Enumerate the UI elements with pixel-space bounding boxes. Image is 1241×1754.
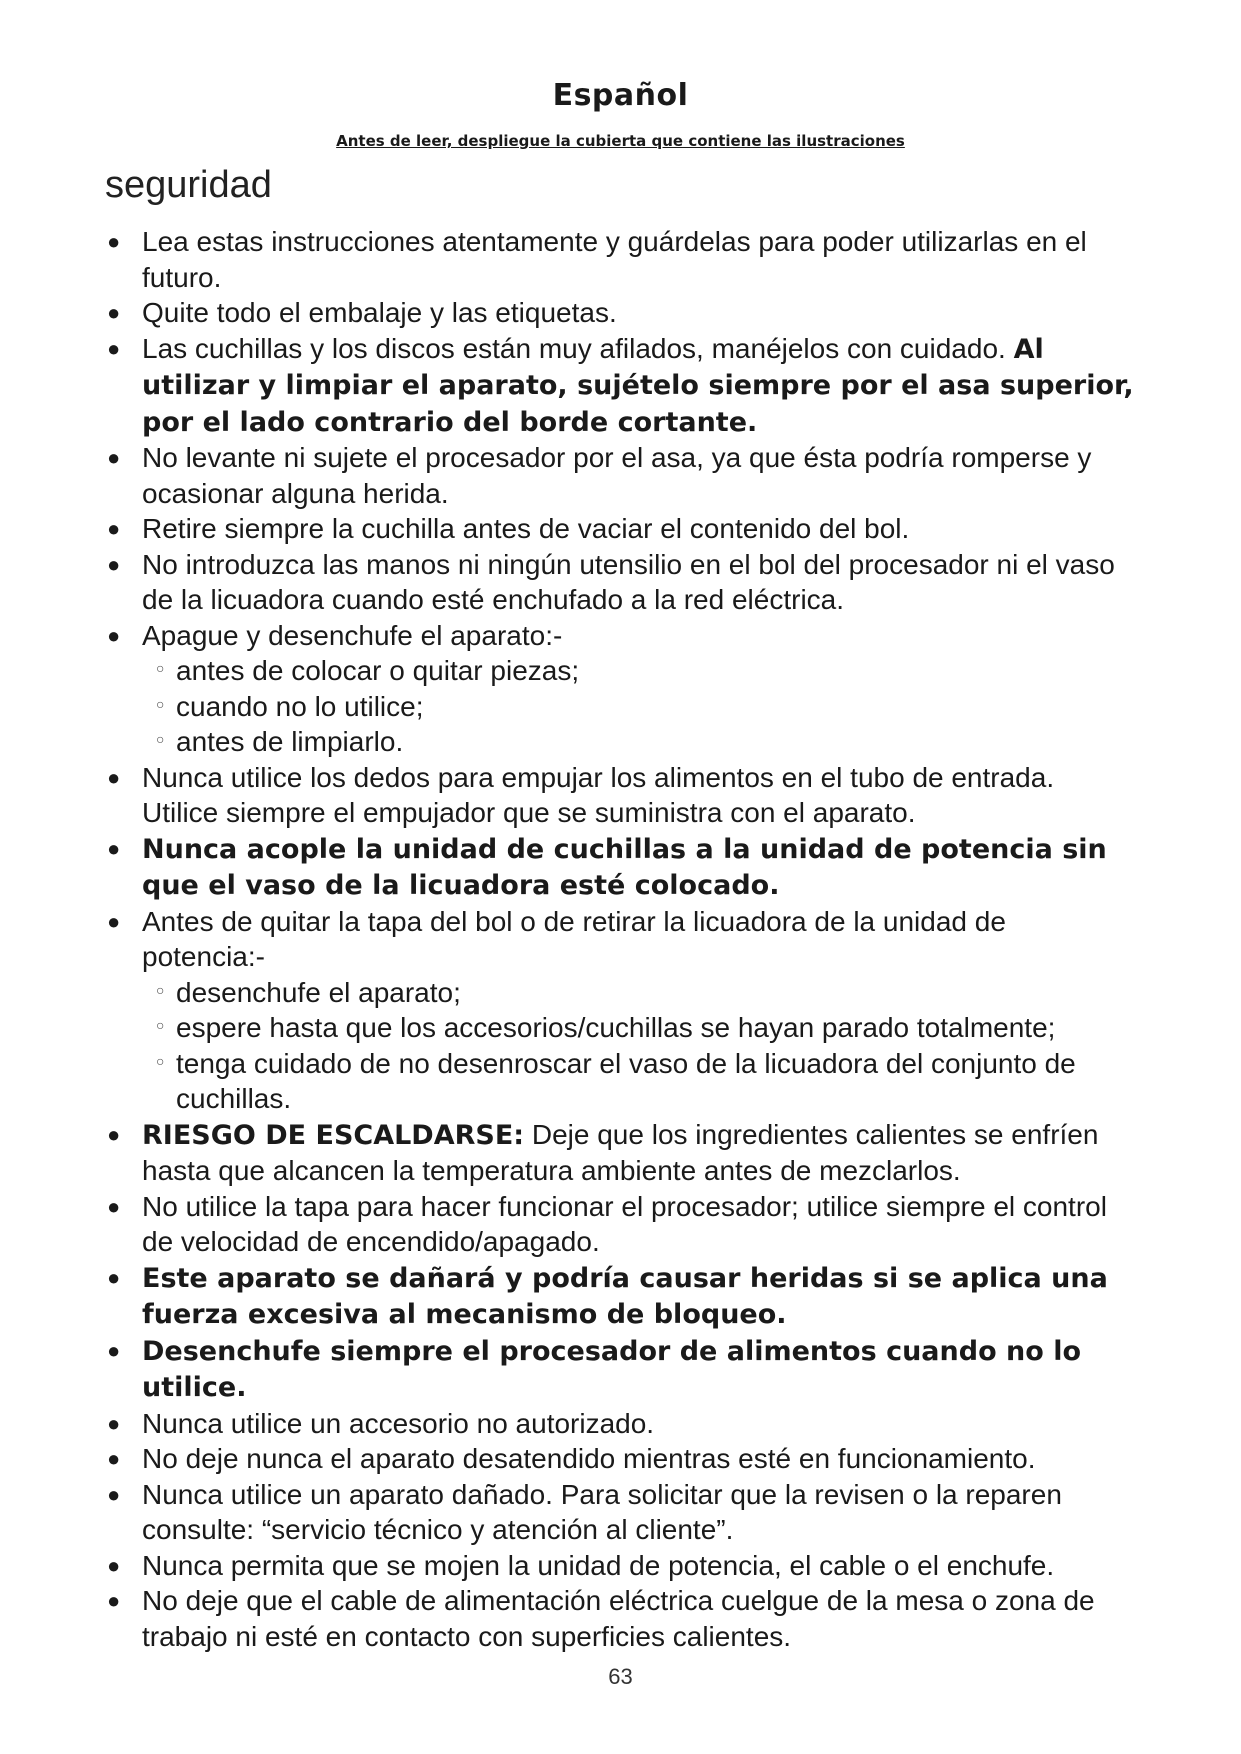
- list-item: [105, 331, 1135, 441]
- sub-list-item: [105, 1046, 1135, 1117]
- bullet-icon: ●: [107, 1264, 121, 1290]
- item-text: No deje nunca el aparato desatendido mientras esté en funcionamiento.: [142, 1443, 1036, 1474]
- bullet-icon: ●: [107, 1481, 121, 1507]
- ring-bullet-icon: ○: [156, 981, 165, 998]
- item-text: Nunca utilice un accesorio no autorizado.: [142, 1407, 655, 1439]
- page-number: 63: [608, 1664, 633, 1689]
- item-text: No introduzca las manos ni ningún utensilio en el bol del procesador ni el vaso de la licuadora cuando esté enchufado a la red eléctrica.: [142, 548, 1115, 615]
- list-item: [105, 440, 1135, 511]
- sub-item-text: antes de colocar o quitar piezas;: [176, 655, 580, 686]
- list-item: [105, 904, 1135, 975]
- bullet-icon: ●: [107, 835, 121, 861]
- sub-list-item: [105, 1010, 1135, 1046]
- sub-item-text: espere hasta que los accesorios/cuchillas se hayan parado totalmente;: [176, 1012, 1056, 1043]
- fold-out-notice-text: Antes de leer, despliegue la cubierta que contiene las ilustraciones: [336, 132, 905, 150]
- safety-list: [105, 224, 1135, 1654]
- bullet-icon: ●: [107, 908, 121, 934]
- ring-bullet-icon: ○: [156, 1052, 165, 1069]
- bullet-icon: ●: [107, 1193, 121, 1219]
- bullet-icon: ●: [107, 335, 121, 361]
- ring-bullet-icon: ○: [156, 660, 165, 676]
- bullet-icon: ●: [107, 1121, 121, 1147]
- sub-list-item: [105, 653, 1135, 689]
- bullet-icon: ●: [107, 516, 121, 541]
- sub-item-text: cuando no lo utilice;: [176, 690, 424, 722]
- list-item: [105, 618, 1135, 654]
- item-text: Nunca utilice los dedos para empujar los alimentos en el tubo de entrada. Utilice siempre el empujador que se suministra con el aparato.: [142, 761, 1055, 828]
- sub-item-text: tenga cuidado de no desenroscar el vaso de la licuadora del conjunto de cuchillas.: [176, 1047, 1076, 1114]
- item-text: Apague y desenchufe el aparato:-: [142, 619, 563, 651]
- item-text: No utilice la tapa para hacer funcionar el procesador; utilice siempre el control de velocidad de encendido/apagado.: [142, 1190, 1107, 1257]
- list-item: [105, 511, 1135, 547]
- bullet-icon: ●: [107, 300, 121, 325]
- sub-item-text: desenchufe el aparato;: [176, 976, 461, 1008]
- bullet-icon: ●: [107, 229, 121, 254]
- bullet-icon: ●: [107, 445, 121, 470]
- list-item: [105, 1260, 1135, 1333]
- bullet-icon: ●: [107, 1446, 121, 1471]
- list-item: [105, 1333, 1135, 1406]
- sub-list-item: [105, 975, 1135, 1011]
- list-item: [105, 1189, 1135, 1260]
- list-item: [105, 831, 1135, 904]
- bullet-icon: ●: [107, 1588, 121, 1613]
- sub-item-content: [156, 724, 1135, 760]
- sub-item-content: [156, 689, 1135, 725]
- warning-lead: RIESGO DE ESCALDARSE:: [142, 1119, 525, 1151]
- item-bold-text: Nunca acople la unidad de cuchillas a la unidad de potencia sin que el vaso de la licuadora esté colocado.: [142, 833, 1107, 901]
- item-text: No levante ni sujete el procesador por el asa, ya que ésta podría romperse y ocasionar alguna herida.: [142, 442, 1092, 509]
- item-text: Las cuchillas y los discos están muy afilados, manéjelos con cuidado.: [142, 332, 1014, 364]
- bullet-icon: ●: [107, 1410, 121, 1436]
- list-item: [105, 1406, 1135, 1442]
- bullet-icon: ●: [107, 622, 121, 648]
- item-text: Nunca permita que se mojen la unidad de potencia, el cable o el enchufe.: [142, 1549, 1055, 1581]
- section-title: seguridad: [105, 164, 272, 206]
- item-bold-text: Este aparato se dañará y podría causar heridas si se aplica una fuerza excesiva al mecanismo de bloqueo.: [142, 1262, 1108, 1330]
- sub-item-content: [156, 1010, 1135, 1046]
- list-item: [105, 224, 1135, 295]
- language-heading: Español: [552, 78, 689, 113]
- item-text: Antes de quitar la tapa del bol o de retirar la licuadora de la unidad de potencia:-: [142, 905, 1006, 972]
- list-item: [105, 1441, 1135, 1477]
- item-bold-text: Al utilizar y limpiar el aparato, sujételo siempre por el asa superior, por el lado contrario del borde cortante.: [142, 333, 1134, 438]
- list-item: [105, 295, 1135, 331]
- bullet-icon: ●: [107, 764, 121, 790]
- item-text: Deje que los ingredientes calientes se enfríen hasta que alcancen la temperatura ambiente antes de mezclarlos.: [142, 1118, 1099, 1186]
- list-item: [105, 547, 1135, 618]
- sub-list-item: [105, 724, 1135, 760]
- item-text: No deje que el cable de alimentación eléctrica cuelgue de la mesa o zona de trabajo ni esté en contacto con superficies calientes.: [142, 1585, 1095, 1652]
- item-text: Quite todo el embalaje y las etiquetas.: [142, 297, 617, 328]
- fold-out-notice: [0, 132, 1241, 150]
- sub-list-item: [105, 689, 1135, 725]
- ring-bullet-icon: ○: [156, 1017, 165, 1033]
- sub-item-text: antes de limpiarlo.: [176, 726, 404, 757]
- item-text: Retire siempre la cuchilla antes de vaciar el contenido del bol.: [142, 513, 910, 544]
- bullet-icon: ●: [107, 1552, 121, 1578]
- item-bold-text: Desenchufe siempre el procesador de alimentos cuando no lo utilice.: [142, 1335, 1082, 1403]
- sub-item-content: [156, 975, 1135, 1011]
- sub-item-content: [156, 1046, 1135, 1117]
- bullet-icon: ●: [107, 1337, 121, 1363]
- bullet-icon: ●: [107, 551, 121, 577]
- ring-bullet-icon: ○: [156, 695, 165, 712]
- ring-bullet-icon: ○: [156, 731, 165, 747]
- item-text: Nunca utilice un aparato dañado. Para solicitar que la revisen o la reparen consulte: “servicio técnico y atención al cliente”.: [142, 1478, 1062, 1545]
- sub-item-content: [156, 653, 1135, 689]
- item-text: Lea estas instrucciones atentamente y guárdelas para poder utilizarlas en el futuro.: [142, 226, 1087, 293]
- list-item: [105, 1583, 1135, 1654]
- list-item: [105, 1548, 1135, 1584]
- list-item: [105, 1477, 1135, 1548]
- list-item: [105, 760, 1135, 831]
- list-item: [105, 1117, 1135, 1189]
